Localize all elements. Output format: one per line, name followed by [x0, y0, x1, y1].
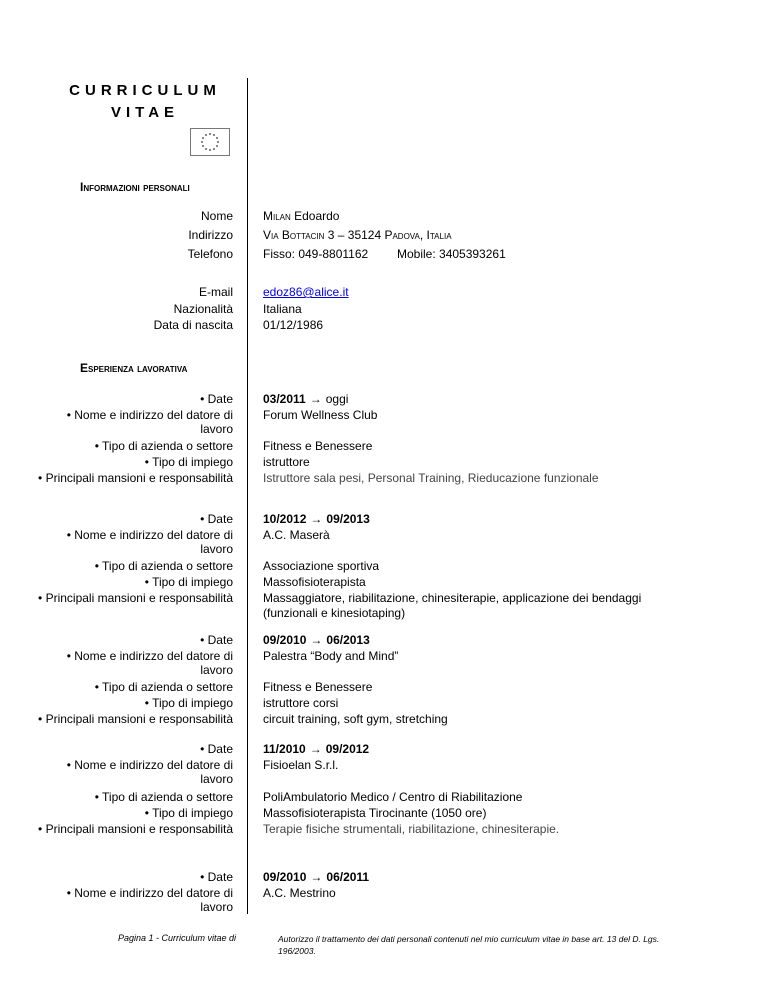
- section-title-experience: Esperienza lavorativa: [80, 361, 188, 375]
- employer-label-cont: lavoro: [200, 900, 233, 914]
- sector-value: Fitness e Benessere: [263, 680, 373, 694]
- page-footer: Pagina 1 - Curriculum vitae di: [118, 933, 237, 943]
- duties-value: circuit training, soft gym, stretching: [263, 712, 448, 726]
- duties-label: • Principali mansioni e responsabilità: [38, 471, 233, 485]
- arrow-right-icon: →: [309, 392, 322, 406]
- first-name: Edoardo: [290, 209, 340, 223]
- duties-label: • Principali mansioni e responsabilità: [38, 591, 233, 605]
- employer-label-cont: lavoro: [200, 663, 233, 677]
- sector-label: • Tipo di azienda o settore: [94, 680, 233, 694]
- sector-label: • Tipo di azienda o settore: [94, 790, 233, 804]
- duties-value: Terapie fisiche strumentali, riabilitazione, chinesiterapie.: [263, 822, 560, 836]
- job-label: • Tipo di impiego: [144, 696, 233, 710]
- job-value: Massofisioterapista Tirocinante (1050 ore): [263, 806, 487, 820]
- employer-value: Forum Wellness Club: [263, 408, 378, 422]
- employer-label: • Nome e indirizzo del datore di: [66, 408, 233, 422]
- duties-label: • Principali mansioni e responsabilità: [38, 712, 233, 726]
- job-value: istruttore: [263, 455, 310, 469]
- sector-value: Fitness e Benessere: [263, 439, 373, 453]
- sector-label: • Tipo di azienda o settore: [94, 559, 233, 573]
- nationality-value: Italiana: [263, 302, 302, 316]
- phone-label: Telefono: [187, 247, 233, 261]
- duties-value: Istruttore sala pesi, Personal Training, Rieducazione funzionale: [263, 471, 599, 485]
- birth-value: 01/12/1986: [263, 318, 324, 332]
- date-label: • Date: [200, 633, 233, 647]
- email-link[interactable]: edoz86@alice.it: [263, 285, 349, 299]
- section-title-personal: Informazioni personali: [80, 180, 190, 194]
- date-range: 09/2010 → 06/2011: [263, 870, 370, 884]
- address-label: Indirizzo: [188, 228, 233, 242]
- email-label: E-mail: [198, 285, 233, 299]
- date-range: 11/2010 → 09/2012: [263, 742, 370, 756]
- date-label: • Date: [200, 870, 233, 884]
- job-value: istruttore corsi: [263, 696, 339, 710]
- duties-value: Massaggiatore, riabilitazione, chinesiterapie, applicazione dei bendaggi (funzionali e kinesiotaping): [263, 591, 642, 620]
- employer-label: • Nome e indirizzo del datore di: [66, 649, 233, 663]
- date-label: • Date: [200, 512, 233, 526]
- column-divider: [247, 78, 248, 914]
- employer-label: • Nome e indirizzo del datore di: [66, 886, 233, 900]
- date-label: • Date: [200, 742, 233, 756]
- job-value: Massofisioterapista: [263, 575, 366, 589]
- date-range: 10/2012 → 09/2013: [263, 512, 370, 526]
- date-range: 09/2010 → 06/2013: [263, 633, 370, 647]
- date-label: • Date: [200, 392, 233, 406]
- employer-label-cont: lavoro: [200, 542, 233, 556]
- name-value: [263, 209, 339, 224]
- cv-title-line2: VITAE: [110, 104, 180, 121]
- employer-value: Palestra “Body and Mind”: [263, 649, 399, 663]
- employer-label-cont: lavoro: [200, 422, 233, 436]
- sector-label: • Tipo di azienda o settore: [94, 439, 233, 453]
- nationality-label: Nazionalità: [173, 302, 233, 316]
- employer-value: Fisioelan S.r.l.: [263, 758, 339, 772]
- address-value: Via Bottacin 3 – 35124 Padova, Italia: [263, 228, 452, 242]
- cv-title-line1: CURRICULUM: [69, 82, 221, 99]
- eu-flag-icon: [190, 128, 230, 156]
- sector-value: PoliAmbulatorio Medico / Centro di Riabilitazione: [263, 790, 523, 804]
- birth-label: Data di nascita: [153, 318, 233, 332]
- privacy-notice: Autorizzo il trattamento dei dati personali contenuti nel mio curriculum vitae in base art. 13 del D. Lgs. 196/2003.: [278, 934, 660, 956]
- phone-home: Fisso: 049-8801162: [263, 247, 369, 261]
- employer-value: A.C. Mestrino: [263, 886, 336, 900]
- phone-mobile: Mobile: 3405393261: [397, 247, 506, 261]
- arrow-right-icon: →: [310, 633, 323, 647]
- employer-label-cont: lavoro: [200, 772, 233, 786]
- arrow-right-icon: →: [310, 512, 323, 526]
- arrow-right-icon: →: [310, 870, 323, 884]
- sector-value: Associazione sportiva: [263, 559, 380, 573]
- employer-label: • Nome e indirizzo del datore di: [66, 528, 233, 542]
- name-label: Nome: [200, 209, 233, 223]
- job-label: • Tipo di impiego: [144, 575, 233, 589]
- employer-label: • Nome e indirizzo del datore di: [66, 758, 233, 772]
- duties-label: • Principali mansioni e responsabilità: [38, 822, 233, 836]
- surname: Milan: [263, 209, 291, 223]
- arrow-right-icon: →: [309, 742, 322, 756]
- job-label: • Tipo di impiego: [144, 806, 233, 820]
- employer-value: A.C. Maserà: [263, 528, 330, 542]
- job-label: • Tipo di impiego: [144, 455, 233, 469]
- date-range: 03/2011 → oggi: [263, 392, 349, 406]
